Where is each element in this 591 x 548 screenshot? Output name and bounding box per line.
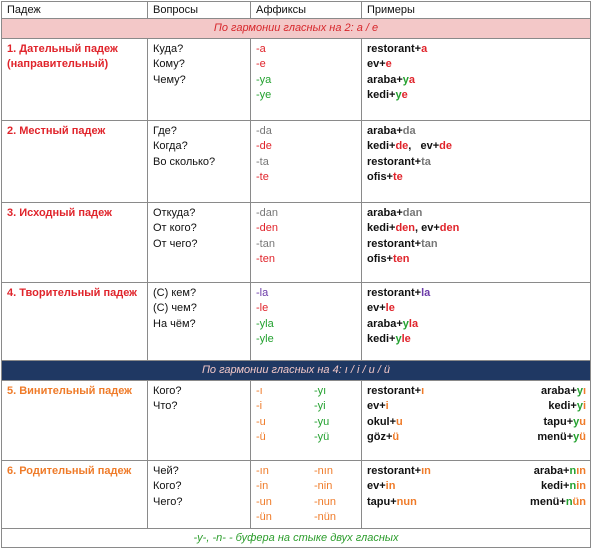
- question: От чего?: [153, 237, 198, 250]
- example: araba+yı: [541, 385, 586, 397]
- affix: -e: [256, 58, 266, 71]
- example: kedi+ye: [367, 89, 408, 102]
- question: На чём?: [153, 317, 196, 330]
- question: Чей?: [153, 465, 179, 477]
- question: Чему?: [153, 73, 186, 86]
- questions-cell: [148, 461, 251, 529]
- question: Где?: [153, 125, 177, 137]
- example: göz+ü: [367, 431, 400, 444]
- affix: -ün: [256, 511, 272, 524]
- example: araba+dan: [367, 207, 423, 219]
- example: menü+nün: [530, 495, 586, 508]
- example: menü+yü: [537, 431, 586, 444]
- case-table: [1, 1, 591, 548]
- questions-cell: [148, 381, 251, 461]
- example: kedi+de, ev+de: [367, 140, 453, 153]
- questions-cell: [148, 283, 251, 361]
- affix: -tan: [256, 237, 275, 250]
- case-name: 1. Дательный падеж (направительный): [2, 39, 148, 121]
- questions-cell: [148, 39, 251, 121]
- examples-cell: [362, 39, 591, 121]
- affix: -nın: [314, 465, 333, 477]
- affix: -ın: [256, 465, 269, 477]
- affixes-cell: [251, 283, 362, 361]
- examples-cell: [362, 203, 591, 283]
- question: Кому?: [153, 58, 185, 71]
- example: okul+u: [367, 415, 403, 428]
- question: Чего?: [153, 495, 183, 508]
- affix: -yi: [314, 400, 326, 413]
- question: Когда?: [153, 140, 188, 153]
- table-row: [2, 283, 591, 361]
- affix: -yu: [314, 415, 330, 428]
- question: Во сколько?: [153, 155, 216, 168]
- examples-cell: [362, 121, 591, 203]
- question: (С) чем?: [153, 302, 197, 315]
- table-row: [2, 461, 591, 529]
- affix: -ten: [256, 253, 275, 266]
- example: restorant+tan: [367, 237, 438, 250]
- affix: -u: [256, 415, 266, 428]
- header-questions: Вопросы: [148, 2, 251, 19]
- affix: -yı: [314, 385, 327, 397]
- questions-cell: [148, 203, 251, 283]
- example: ofis+te: [367, 171, 403, 184]
- example: kedi+yi: [548, 400, 586, 413]
- example: restorant+ın: [367, 465, 431, 477]
- case-name: 5. Винительный падеж: [2, 381, 148, 461]
- affix: -in: [256, 480, 269, 493]
- question: От кого?: [153, 222, 197, 235]
- affix: -a: [256, 43, 266, 55]
- affix: -la: [256, 287, 269, 299]
- example: restorant+ı: [367, 385, 425, 397]
- question: Кого?: [153, 385, 182, 397]
- example: ev+e: [367, 58, 392, 71]
- question: Куда?: [153, 43, 184, 55]
- example: araba+ya: [367, 73, 416, 86]
- case-name: 3. Исходный падеж: [2, 203, 148, 283]
- example: ev+in: [367, 480, 396, 493]
- affix: -ye: [256, 89, 272, 102]
- example: restorant+la: [367, 287, 431, 299]
- questions-cell: [148, 121, 251, 203]
- affix: -te: [256, 171, 269, 184]
- footer-note: -y-, -n- - буфера на стыке двух гласных: [2, 528, 591, 547]
- question: Откуда?: [153, 207, 196, 219]
- example: tapu+yu: [543, 415, 586, 428]
- case-name: 4. Творительный падеж: [2, 283, 148, 361]
- band-harmony-4: [2, 361, 591, 381]
- affix: -yla: [256, 317, 274, 330]
- table-row: [2, 39, 591, 121]
- example: araba+da: [367, 125, 416, 137]
- example: kedi+yle: [367, 333, 411, 346]
- affix: -yü: [314, 431, 330, 444]
- affix: -yle: [256, 333, 274, 346]
- affixes-cell: [251, 381, 362, 461]
- header-examples: Примеры: [362, 2, 591, 19]
- band-harmony-2: [2, 19, 591, 39]
- affix: -nin: [314, 480, 333, 493]
- question: (С) кем?: [153, 287, 197, 299]
- band-harmony-4-text: По гармонии гласных на 4: ı / i / u / ü: [2, 361, 591, 381]
- header-row: [2, 2, 591, 19]
- table-row: [2, 203, 591, 283]
- header-case: Падеж: [2, 2, 148, 19]
- affixes-cell: [251, 39, 362, 121]
- affixes-cell: [251, 121, 362, 203]
- affix: -nün: [314, 511, 337, 524]
- affix: -ü: [256, 431, 266, 444]
- band-harmony-2-text: По гармонии гласных на 2: а / е: [2, 19, 591, 39]
- footer-row: [2, 528, 591, 547]
- example: tapu+nun: [367, 495, 417, 508]
- affix: -le: [256, 302, 269, 315]
- affix: -ta: [256, 155, 269, 168]
- affix: -ı: [256, 385, 263, 397]
- case-name: 6. Родительный падеж: [2, 461, 148, 529]
- table-row: [2, 121, 591, 203]
- affix: -ya: [256, 73, 272, 86]
- example: araba+yla: [367, 317, 419, 330]
- example: ev+i: [367, 400, 389, 413]
- affix: -da: [256, 125, 272, 137]
- affixes-cell: [251, 461, 362, 529]
- question: Что?: [153, 400, 178, 413]
- question: Кого?: [153, 480, 182, 493]
- example: ofis+ten: [367, 253, 410, 266]
- case-name: 2. Местный падеж: [2, 121, 148, 203]
- example: restorant+a: [367, 43, 428, 55]
- affix: -de: [256, 140, 272, 153]
- examples-cell: [362, 461, 591, 529]
- affix: -den: [256, 222, 279, 235]
- example: kedi+nin: [541, 480, 586, 493]
- affix: -dan: [256, 207, 279, 219]
- affix: -i: [256, 400, 263, 413]
- header-affixes: Аффиксы: [251, 2, 362, 19]
- example: restorant+ta: [367, 155, 431, 168]
- example: ev+le: [367, 302, 395, 315]
- example: araba+nın: [533, 465, 586, 477]
- affixes-cell: [251, 203, 362, 283]
- examples-cell: [362, 381, 591, 461]
- example: kedi+den, ev+den: [367, 222, 460, 235]
- examples-cell: [362, 283, 591, 361]
- affix: -un: [256, 495, 272, 508]
- affix: -nun: [314, 495, 337, 508]
- table-row: [2, 381, 591, 461]
